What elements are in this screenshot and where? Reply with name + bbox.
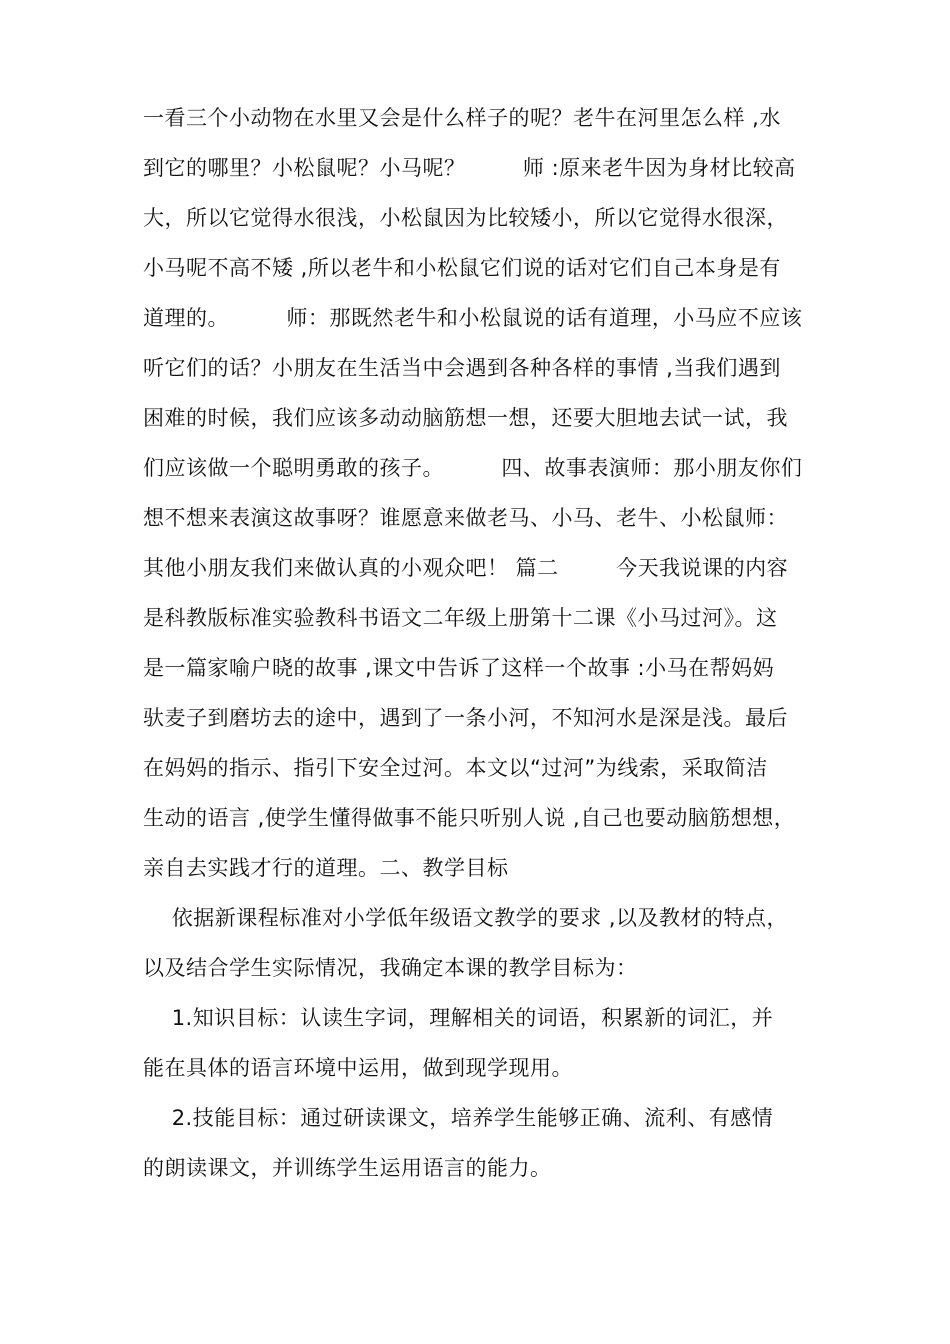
text-line: 依据新课程标准对小学低年级语文教学的要求 ,以及教材的特点， (143, 906, 789, 930)
text-line: 能在具体的语言环境中运用，做到现学现用。 (143, 1056, 573, 1080)
text-line: 想不想来表演这故事呀？谁愿意来做老马、小马、老牛、小松鼠师： (143, 506, 788, 530)
text-line: 是科教版标准实验教科书语文二年级上册第十二课《小马过河》。这 (143, 606, 778, 630)
text-line: 大，所以它觉得水很浅，小松鼠因为比较矮小，所以它觉得水很深， (143, 206, 788, 230)
text-line: 们应该做一个聪明勇敢的孩子。 四、故事表演师：那小朋友你们 (143, 456, 803, 480)
text-line: 亲自去实践才行的道理。二、教学目标 (143, 856, 509, 880)
text-line: 是一篇家喻户晓的故事 ,课文中告诉了这样一个故事 :小马在帮妈妈 (143, 656, 775, 680)
text-line: 一看三个小动物在水里又会是什么样子的呢？老牛在河里怎么样 ,水 (143, 106, 781, 130)
text-line: 1.知识目标：认读生字词，理解相关的词语，积累新的词汇，并 (143, 1006, 774, 1030)
text-line: 以及结合学生实际情况，我确定本课的教学目标为： (143, 956, 638, 980)
text-line: 道理的。 师：那既然老牛和小松鼠说的话有道理，小马应不应该 (143, 306, 803, 330)
text-line: 到它的哪里？小松鼠呢？小马呢？ 师 :原来老牛因为身材比较高 (143, 156, 796, 180)
text-line: 生动的语言 ,使学生懂得做事不能只听别人说 ,自己也要动脑筋想想， (143, 806, 796, 830)
text-line: 其他小朋友我们来做认真的小观众吧！ 篇二 今天我说课的内容 (143, 556, 789, 580)
text-line: 驮麦子到磨坊去的途中，遇到了一条小河，不知河水是深是浅。最后 (143, 706, 788, 730)
text-line: 小马呢不高不矮 ,所以老牛和小松鼠它们说的话对它们自己本身是有 (143, 256, 781, 280)
text-line: 在妈妈的指示、指引下安全过河。本文以“过河”为线索，采取简洁 (143, 756, 768, 780)
text-line: 2.技能目标：通过研读课文，培养学生能够正确、流利、有感情 (143, 1106, 774, 1130)
text-line: 的朗读课文，并训练学生运用语言的能力。 (143, 1156, 552, 1180)
text-line: 困难的时候，我们应该多动动脑筋想一想，还要大胆地去试一试，我 (143, 406, 788, 430)
text-line: 听它们的话？小朋友在生活当中会遇到各种各样的事情 ,当我们遇到 (143, 356, 781, 380)
